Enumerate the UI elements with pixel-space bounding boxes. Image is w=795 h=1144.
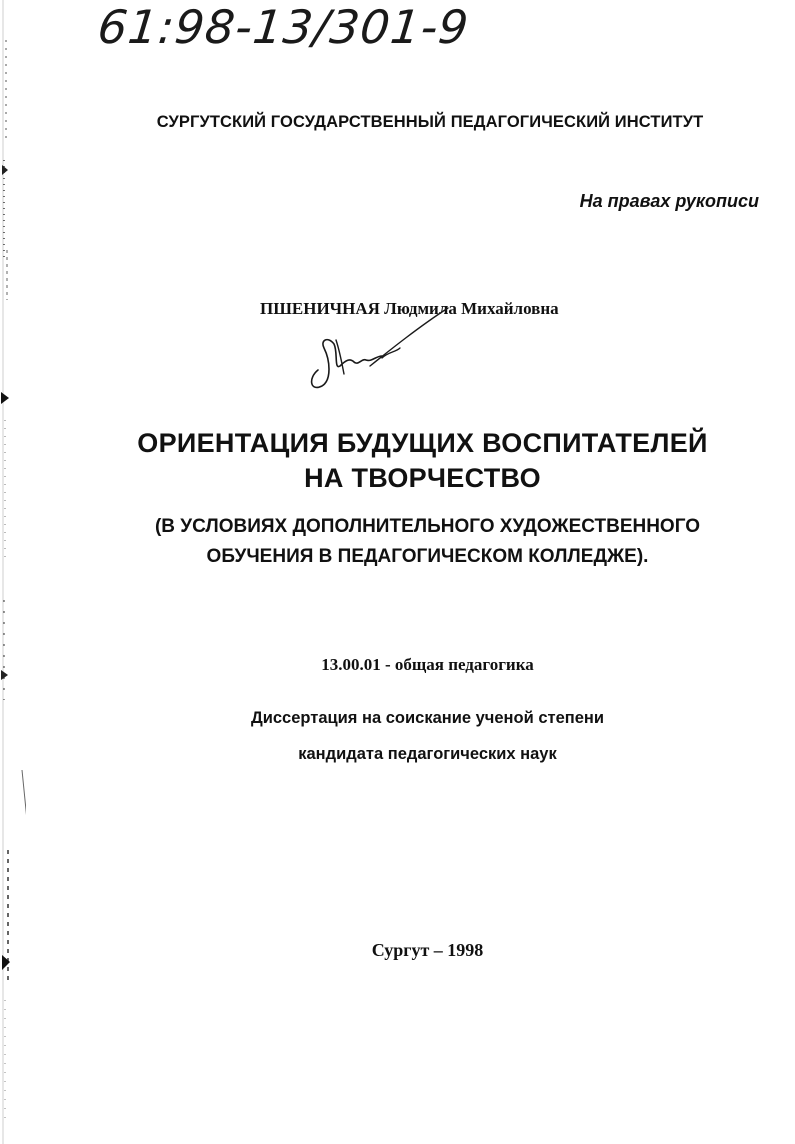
city-and-year: Сургут – 1998 — [371, 940, 484, 960]
dissertation-title-line-1: ОРИЕНТАЦИЯ БУДУЩИХ ВОСПИТАТЕЛЕЙ — [137, 428, 708, 458]
manuscript-rights-note: На правах рукописи — [579, 191, 759, 211]
degree-statement-line-2: кандидата педагогических наук — [298, 745, 557, 763]
institution-name: СУРГУТСКИЙ ГОСУДАРСТВЕННЫЙ ПЕДАГОГИЧЕСКИЙ ИНСТИТУТ — [156, 113, 704, 131]
specialty-code: 13.00.01 - общая педагогика — [321, 655, 534, 674]
author-name: ПШЕНИЧНАЯ Людмила Михайловна — [260, 299, 559, 318]
handwritten-signature — [300, 300, 450, 400]
dissertation-subtitle-line-2: ОБУЧЕНИЯ В ПЕДАГОГИЧЕСКОМ КОЛЛЕДЖЕ). — [206, 546, 649, 567]
scan-edge-artifacts — [0, 0, 26, 1144]
dissertation-title-line-2: НА ТВОРЧЕСТВО — [304, 463, 541, 493]
degree-statement-line-1: Диссертация на соискание ученой степени — [250, 709, 605, 727]
dissertation-subtitle-line-1: (В УСЛОВИЯХ ДОПОЛНИТЕЛЬНОГО ХУДОЖЕСТВЕННОГО — [154, 516, 701, 537]
archive-code-handwritten: 61:98-13/301-9 — [95, 0, 472, 54]
